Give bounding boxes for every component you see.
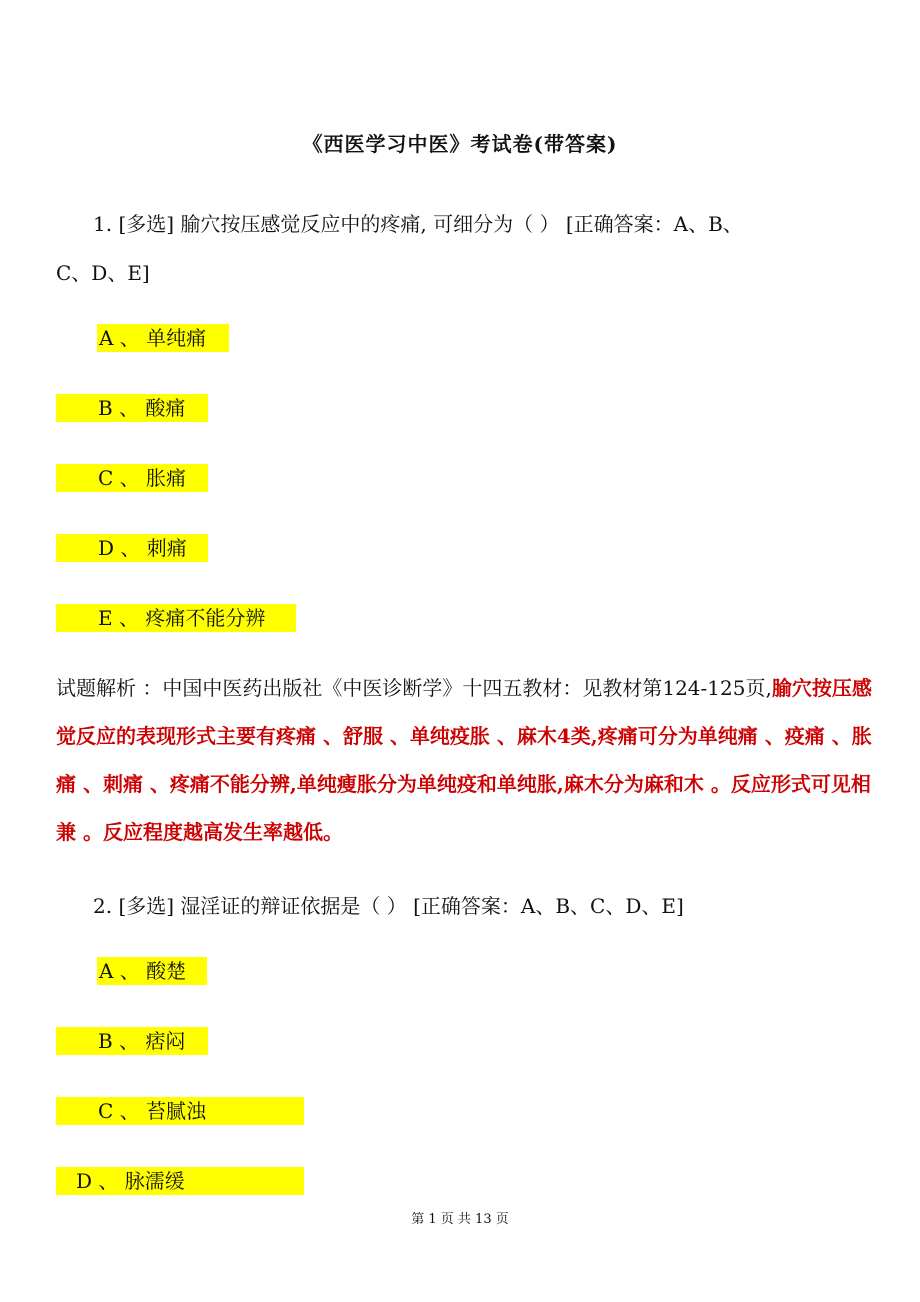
q1-option-e-label: E 、 疼痛不能分辨 (98, 606, 266, 630)
page-footer: 第 1 页 共 13 页 (411, 1212, 509, 1227)
q2-option-c-label: C 、 苔腻浊 (98, 1099, 207, 1123)
q1-option-a-label: A 、 单纯痛 (99, 326, 207, 350)
question-2-stem: 2. [多选] 湿淫证的辩证依据是（ ） [正确答案：A、B、C、D、E] (93, 894, 684, 918)
q2-option-b[interactable] (56, 1027, 208, 1055)
q2-option-d-label: D 、 脉濡缓 (76, 1169, 185, 1193)
q1-option-b-label: B 、 酸痛 (98, 396, 186, 420)
q2-option-c[interactable] (56, 1097, 304, 1125)
question-1-stem-cont: C、D、E] (56, 261, 150, 285)
analysis-highlight: 腧穴按压感觉反应的表现形式主要有疼痛 、舒服 、单纯疫胀 、麻木4类,疼痛可分为单纯痛 、疫痛 、胀痛 、刺痛 、疼痛不能分辨,单纯瘦胀分为单纯疫和单纯胀,麻木分为麻和木 。反应形式可见相兼 。反应程度越高发生率越低。 (56, 676, 872, 844)
q2-option-a[interactable] (97, 957, 207, 985)
answer-analysis (56, 664, 876, 856)
q2-option-d[interactable] (56, 1167, 304, 1195)
analysis-prefix: 试题解析 ：中国中医药出版社《中医诊断学》十四五教材：见教材第124-125页, (56, 676, 772, 700)
q1-option-c-label: C 、 胀痛 (98, 466, 187, 490)
q1-option-a[interactable] (97, 324, 229, 352)
question-1-stem: 1. [多选] 腧穴按压感觉反应中的疼痛, 可细分为（ ） [正确答案：A、B、 (93, 212, 743, 236)
q1-option-e[interactable] (56, 604, 296, 632)
q2-option-b-label: B 、 痞闷 (98, 1029, 186, 1053)
q1-option-d-label: D 、 刺痛 (98, 536, 187, 560)
q2-option-a-label: A 、 酸楚 (99, 959, 187, 983)
q1-option-d[interactable] (56, 534, 208, 562)
page-title: 《西医学习中医》考试卷(带答案) (302, 132, 618, 156)
q1-option-c[interactable] (56, 464, 208, 492)
q1-option-b[interactable] (56, 394, 208, 422)
